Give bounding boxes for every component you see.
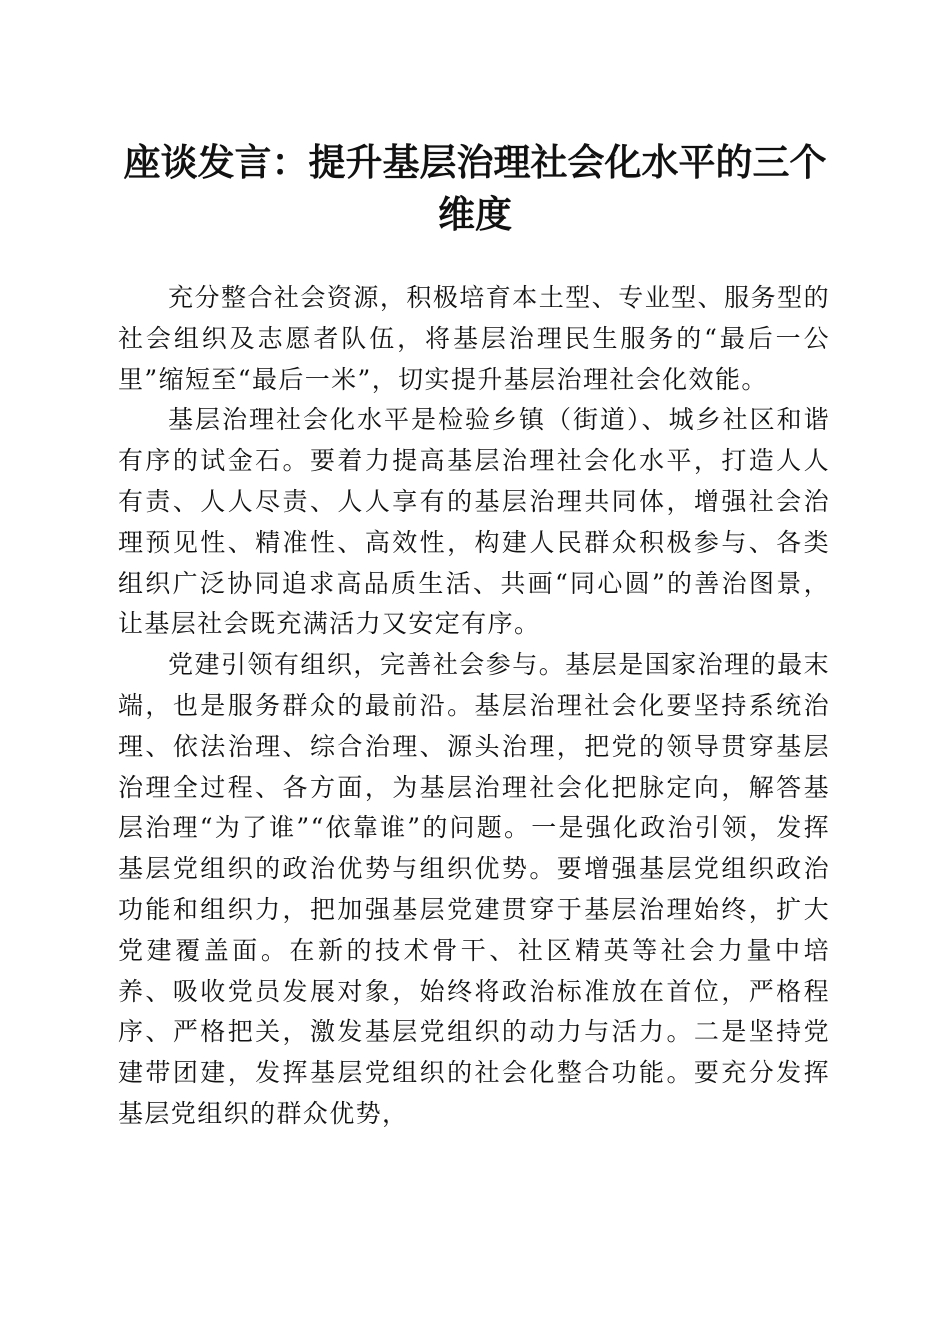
document-body — [118, 278, 830, 1135]
paragraph-2: 基层治理社会化水平是检验乡镇（街道）、城乡社区和谐有序的试金石。要着力提高基层治理社会化水平，打造人人有责、人人尽责、人人享有的基层治理共同体，增强社会治理预见性、精准性、高效性，构建人民群众积极参与、各类组织广泛协同追求高品质生活、共画“同心圆”的善治图景，让基层社会既充满活力又安定有序。 — [118, 405, 830, 639]
document-title: 座谈发言：提升基层治理社会化水平的三个维度 — [123, 140, 827, 236]
paragraph-3: 党建引领有组织，完善社会参与。基层是国家治理的最末端，也是服务群众的最前沿。基层治理社会化要坚持系统治理、依法治理、综合治理、源头治理，把党的领导贯穿基层治理全过程、各方面，为基层治理社会化把脉定向，解答基层治理“为了谁”“依靠谁”的问题。一是强化政治引领，发挥基层党组织的政治优势与组织优势。要增强基层党组织政治功能和组织力，把加强基层党建贯穿于基层治理始终，扩大党建覆盖面。在新的技术骨干、社区精英等社会力量中培养、吸收党员发展对象，始终将政治标准放在首位，严格程序、严格把关，激发基层党组织的动力与活力。二是坚持党建带团建，发挥基层党组织的社会化整合功能。要充分发挥基层党组织的群众优势， — [118, 650, 830, 1128]
paragraph-1: 充分整合社会资源，积极培育本土型、专业型、服务型的社会组织及志愿者队伍，将基层治理民生服务的“最后一公里”缩短至“最后一米”，切实提升基层治理社会化效能。 — [118, 283, 830, 394]
